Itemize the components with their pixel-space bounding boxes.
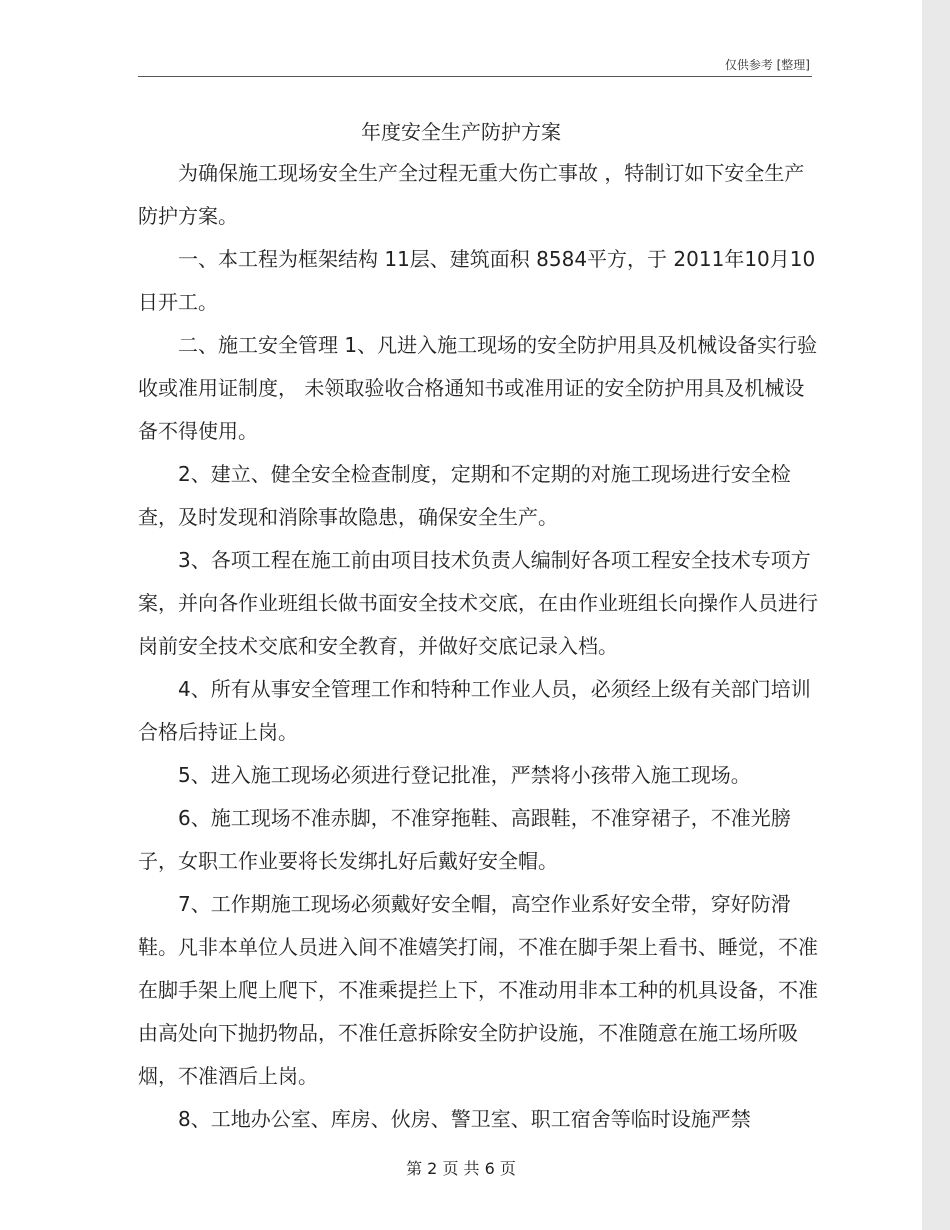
paragraph-project-info: 一、本工程为框架结构 11层、建筑面积 8584平方，于 2011年10月10日开工。 xyxy=(138,247,816,314)
page-number: 第 2 页 共 6 页 xyxy=(406,1159,516,1178)
document-body xyxy=(138,152,818,1141)
paragraph-item-5: 5、进入施工现场必须进行登记批准，严禁将小孩带入施工现场。 xyxy=(178,763,751,787)
paragraph-item-2: 2、建立、健全安全检查制度，定期和不定期的对施工现场进行安全检查，及时发现和消除事故隐患，确保安全生产。 xyxy=(138,462,791,529)
header-divider xyxy=(138,76,812,77)
paragraph-item-6: 6、施工现场不准赤脚，不准穿拖鞋、高跟鞋，不准穿裙子，不准光膀子，女职工作业要将长发绑扎好后戴好安全帽。 xyxy=(138,806,791,873)
paragraph-item-8: 8、工地办公室、库房、伙房、警卫室、职工宿舍等临时设施严禁 xyxy=(178,1107,751,1131)
paragraph-item-3: 3、各项工程在施工前由项目技术负责人编制好各项工程安全技术专项方案，并向各作业班组长做书面安全技术交底，在由作业班组长向操作人员进行岗前安全技术交底和安全教育，并做好交底记录入档。 xyxy=(138,548,818,658)
paragraph-intro: 为确保施工现场安全生产全过程无重大伤亡事故 ，特制订如下安全生产防护方案。 xyxy=(138,161,805,228)
paragraph-safety-management: 二、施工安全管理 1、凡进入施工现场的安全防护用具及机械设备实行验收或准用证制度， 未领取验收合格通知书或准用证的安全防护用具及机械设备不得使用。 xyxy=(138,333,818,443)
paragraph-item-4: 4、所有从事安全管理工作和特种工作业人员，必须经上级有关部门培训合格后持证上岗。 xyxy=(138,677,811,744)
paragraph-item-7: 7、工作期施工现场必须戴好安全帽，高空作业系好安全带，穿好防滑鞋。凡非本单位人员进入间不准嬉笑打闹，不准在脚手架上看书、睡觉，不准在脚手架上爬上爬下，不准乘提拦上下，不准动用非本工种的机具设备，不准由高处向下抛扔物品，不准任意拆除安全防护设施，不准随意在施工场所吸烟，不准酒后上岗。 xyxy=(138,892,818,1088)
header-note: 仅供参考 [整理] xyxy=(724,58,810,72)
document-title: 年度安全生产防护方案 xyxy=(361,120,561,144)
